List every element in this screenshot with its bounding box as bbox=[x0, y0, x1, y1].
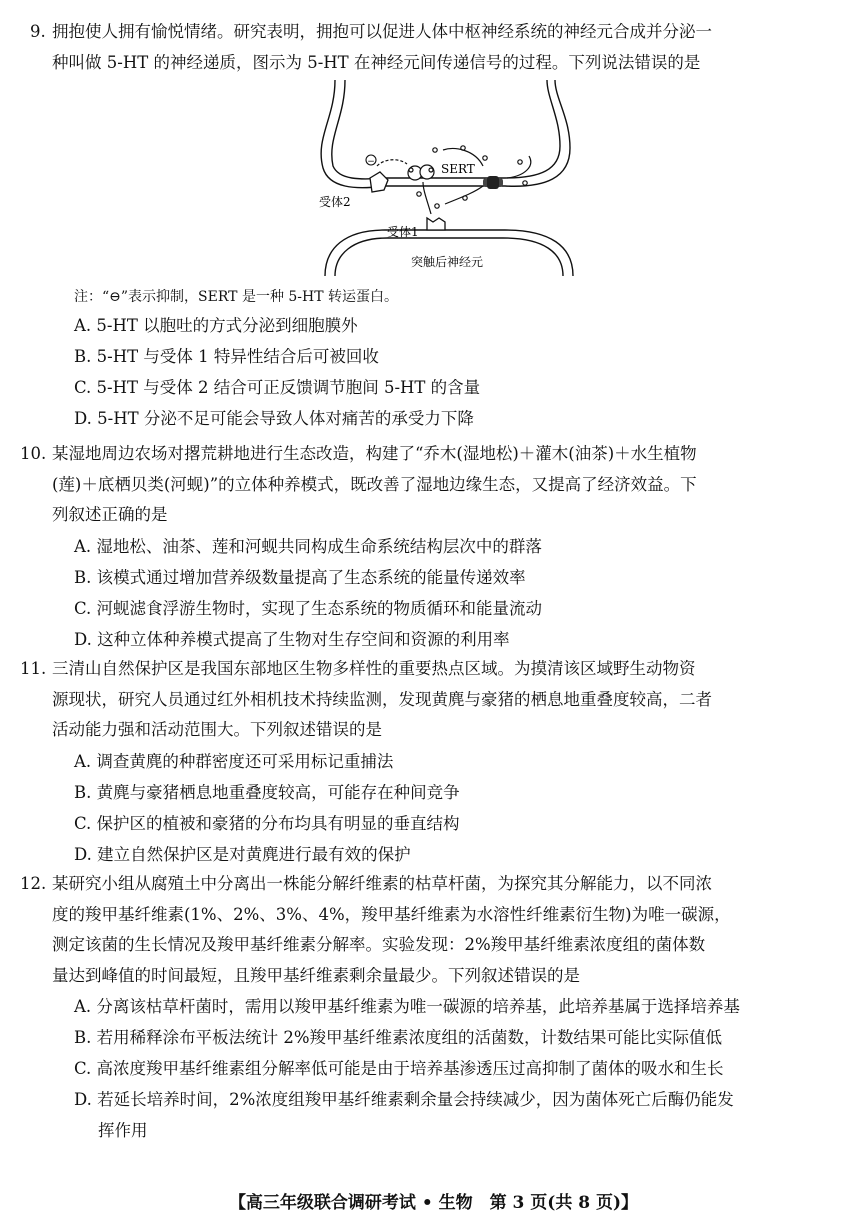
neurotransmitter-dot bbox=[523, 181, 527, 185]
option-c: C. 高浓度羧甲基纤维素组分解率低可能是由于培养基渗透压过高抑制了菌体的吸水和生长 bbox=[74, 1059, 724, 1078]
question-11 bbox=[20, 654, 827, 870]
question-stem-line: 三清山自然保护区是我国东部地区生物多样性的重要热点区域。为摸清该区域野生动物资 bbox=[52, 659, 696, 678]
question-stem-line: 量达到峰值的时间最短，且羧甲基纤维素剩余量最少。下列叙述错误的是 bbox=[52, 965, 580, 985]
receptor-2-shape bbox=[370, 172, 388, 192]
question-stem-line: 测定该菌的生长情况及羧甲基纤维素分解率。实验发现：2%羧甲基纤维素浓度组的菌体数 bbox=[52, 935, 706, 954]
option-b: B. 5-HT 与受体 1 特异性结合后可被回收 bbox=[74, 347, 379, 366]
question-stem-line: 活动能力强和活动范围大。下列叙述错误的是 bbox=[52, 720, 382, 739]
question-stem-line: 某湿地周边农场对撂荒耕地进行生态改造，构建了“乔木(湿地松)＋灌木(油茶)＋水生植物 bbox=[52, 444, 697, 463]
option-d: D. 若延长培养时间，2%浓度组羧甲基纤维素剩余量会持续减少，因为菌体死亡后酶仍能发 bbox=[74, 1090, 734, 1109]
postsynaptic-neuron-label: 突触后神经元 bbox=[411, 255, 484, 269]
option-b: B. 黄麂与豪猪栖息地重叠度较高，可能存在种间竞争 bbox=[74, 782, 460, 802]
question-number: 12. bbox=[20, 874, 47, 893]
question-stem-line: 某研究小组从腐殖土中分离出一株能分解纤维素的枯草杆菌，为探究其分解能力，以不同浓 bbox=[52, 874, 712, 893]
sert-out-arrow bbox=[507, 156, 531, 178]
question-stem-line: 源现状，研究人员通过红外相机技术持续监测，发现黄麂与豪猪的栖息地重叠度较高，二者 bbox=[52, 689, 712, 709]
question-stem-line: 拥抱使人拥有愉悦情绪。研究表明，拥抱可以促进人体中枢神经系统的神经元合成并分泌一 bbox=[52, 22, 712, 41]
neurotransmitter-dot bbox=[518, 160, 522, 164]
release-arrow bbox=[423, 182, 431, 214]
page-footer: 【高三年级联合调研考试 • 生物 第 3 页(共 8 页)】 bbox=[228, 1193, 639, 1213]
option-c: C. 河蚬滤食浮游生物时，实现了生态系统的物质循环和能量流动 bbox=[74, 598, 543, 618]
option-a: A. 5-HT 以胞吐的方式分泌到细胞膜外 bbox=[74, 316, 358, 335]
question-number: 11. bbox=[20, 659, 47, 678]
question-number: 9. bbox=[30, 22, 46, 41]
option-d: D. 建立自然保护区是对黄麂进行最有效的保护 bbox=[74, 844, 411, 864]
question-10 bbox=[20, 439, 827, 655]
option-a: A. 分离该枯草杆菌时，需用以羧甲基纤维素为唯一碳源的培养基，此培养基属于选择培养基 bbox=[74, 997, 740, 1016]
option-c: C. 保护区的植被和豪猪的分布均具有明显的垂直结构 bbox=[74, 813, 460, 833]
neurotransmitter-dot bbox=[433, 148, 437, 152]
inhibit-symbol-label: − bbox=[367, 157, 375, 167]
question-stem-line: 列叙述正确的是 bbox=[52, 505, 168, 524]
option-b: B. 若用稀释涂布平板法统计 2%羧甲基纤维素浓度组的活菌数，计数结果可能比实际值低 bbox=[74, 1028, 723, 1047]
option-d: D. 这种立体种养模式提高了生物对生存空间和资源的利用率 bbox=[74, 629, 510, 649]
option-c: C. 5-HT 与受体 2 结合可正反馈调节胞间 5-HT 的含量 bbox=[74, 378, 481, 397]
option-b: B. 该模式通过增加营养级数量提高了生态系统的能量传递效率 bbox=[74, 567, 526, 587]
figure-note: 注：“⊖”表示抑制，SERT 是一种 5-HT 转运蛋白。 bbox=[74, 289, 399, 305]
question-number: 10. bbox=[20, 444, 47, 463]
option-d: D. 5-HT 分泌不足可能会导致人体对痛苦的承受力下降 bbox=[74, 409, 474, 428]
question-12 bbox=[20, 869, 827, 1146]
neurotransmitter-dot bbox=[435, 204, 439, 208]
question-9-options bbox=[52, 310, 827, 434]
receptor-2-label: 受体2 bbox=[319, 195, 351, 209]
question-stem-line: 度的羧甲基纤维素(1%、2%、3%、4%，羧甲基纤维素为水溶性纤维素衍生物)为唯一碳源， bbox=[52, 904, 731, 924]
neurotransmitter-dot bbox=[409, 168, 413, 172]
neurotransmitter-dot bbox=[429, 168, 433, 172]
synapse-diagram bbox=[315, 78, 577, 280]
neurotransmitter-dot bbox=[483, 156, 487, 160]
option-d-continuation: 挥作用 bbox=[98, 1121, 148, 1140]
postsynaptic-membrane-outer bbox=[325, 230, 573, 276]
neurotransmitter-dot bbox=[417, 192, 421, 196]
sert-label: SERT bbox=[441, 162, 475, 176]
question-stem-line: (莲)＋底栖贝类(河蚬)”的立体种养模式，既改善了湿地边缘生态，又提高了经济效益。下 bbox=[52, 474, 697, 494]
option-a: A. 湿地松、油茶、莲和河蚬共同构成生命系统结构层次中的群落 bbox=[74, 536, 542, 556]
option-a: A. 调查黄麂的种群密度还可采用标记重捕法 bbox=[74, 751, 394, 771]
receptor-1-shape bbox=[427, 218, 445, 230]
question-stem-line: 种叫做 5-HT 的神经递质，图示为 5-HT 在神经元间传递信号的过程。下列说法错误的是 bbox=[52, 52, 701, 72]
question-9 bbox=[30, 17, 827, 78]
receptor-1-label: 受体1 bbox=[387, 225, 419, 239]
transport-arrow bbox=[445, 186, 483, 204]
inhibit-arrow bbox=[377, 160, 407, 166]
